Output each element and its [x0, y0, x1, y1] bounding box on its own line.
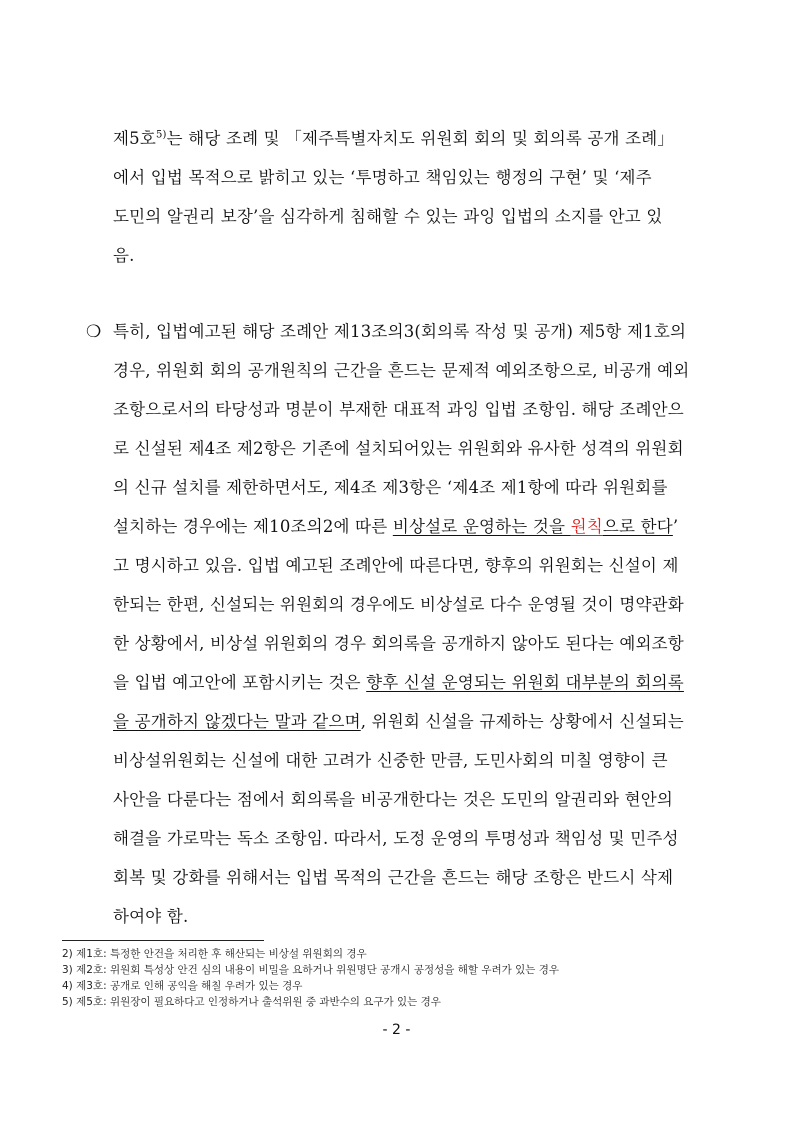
para1-line-4: 음.: [113, 246, 135, 265]
para2-line-4: 로 신설된 제4조 제2항은 기존에 설치되어있는 위원회와 유사한 성격의 위원회: [113, 439, 684, 458]
para2-line-15: 회복 및 강화를 위해서는 입법 목적의 근간을 흔드는 해당 조항은 반드시 삭제: [113, 868, 674, 887]
para1-line-1: 제5호$^{5)}$는 해당 조례 및 「제주특별자치도 위원회 회의 및 회의록 공개 조례」: [113, 129, 675, 148]
para1-line-2: 에서 입법 목적으로 밝히고 있는 ‘투명하고 책임있는 행정의 구현’ 및 ‘제주: [113, 168, 652, 187]
bullet-circle-icon: ❍: [86, 322, 102, 342]
para2-line-11: 을 공개하지 않겠다는 말과 같으며, 위원회 신설을 규제하는 상황에서 신설되는: [113, 712, 684, 731]
para2-line-12: 비상설위원회는 신설에 대한 고려가 신중한 만큼, 도민사회의 미칠 영향이 큰: [113, 751, 668, 770]
para2-line-8: 한되는 한편, 신설되는 위원회의 경우에도 비상설로 다수 운영될 것이 명약관화: [113, 595, 684, 614]
para2-line-2: 경우, 위원회 회의 공개원칙의 근간을 흔드는 문제적 예외조항으로, 비공개 예외: [113, 361, 690, 380]
para2-line-16: 하여야 함.: [113, 907, 189, 926]
para2-line-13: 사안을 다룬다는 점에서 회의록을 비공개한다는 것은 도민의 알권리와 현안의: [113, 790, 674, 809]
para2-line-10: 을 입법 예고안에 포함시키는 것은 향후 신설 운영되는 위원회 대부분의 회의록: [113, 673, 684, 692]
footnote-ref-5[interactable]: 5): [155, 129, 167, 141]
underlined-phrase: 으로 한다: [602, 517, 673, 536]
para2-line-5: 의 신규 설치를 제한하면서도, 제4조 제3항은 ‘제4조 제1항에 따라 위원회를: [113, 478, 668, 497]
footnote-2: 2) 제1호: 특정한 안건을 처리한 후 해산되는 비상설 위원회의 경우: [62, 948, 367, 960]
page-number: - 2 -: [382, 1022, 411, 1038]
footnote-4: 4) 제3호: 공개로 인해 공익을 해칠 우려가 있는 경우: [62, 980, 303, 992]
para2-line-1: 특히, 입법예고된 해당 조례안 제13조의3(회의록 작성 및 공개) 제5항 제1호의: [113, 322, 687, 341]
para2-line-9: 한 상황에서, 비상설 위원회의 경우 회의록을 공개하지 않아도 된다는 예외조항: [113, 634, 684, 653]
underlined-phrase: 을 공개하지 않겠다는 말과 같으며: [113, 712, 361, 731]
underlined-phrase: 비상설로 운영하는 것을: [392, 517, 571, 536]
underlined-phrase: 향후 신설 운영되는 위원회 대부분의 회의록: [366, 673, 684, 692]
para2-line-7: 고 명시하고 있음. 입법 예고된 조례안에 따른다면, 향후의 위원회는 신설이 제: [113, 556, 679, 575]
footnote-5: 5) 제5호: 위원장이 필요하다고 인정하거나 출석위원 중 과반수의 요구가 있는 경우: [62, 996, 441, 1008]
footnote-divider: [62, 940, 264, 941]
footnote-3: 3) 제2호: 위원회 특성상 안건 심의 내용이 비밀을 요하거나 위원명단 공개시 공정성을 해할 우려가 있는 경우: [62, 964, 560, 976]
para2-line-6: 설치하는 경우에는 제10조의2에 따른 비상설로 운영하는 것을 원칙으로 한다’: [113, 517, 679, 536]
para2-line-14: 해결을 가로막는 독소 조항임. 따라서, 도정 운영의 투명성과 책임성 및 민주성: [113, 829, 679, 848]
para1-line-3: 도민의 알권리 보장’을 심각하게 침해할 수 있는 과잉 입법의 소지를 안고 있: [113, 207, 663, 226]
para2-line-3: 조항으로서의 타당성과 명분이 부재한 대표적 과잉 입법 조항임. 해당 조례안으: [113, 400, 684, 419]
red-highlight-word: 원칙: [570, 517, 603, 536]
